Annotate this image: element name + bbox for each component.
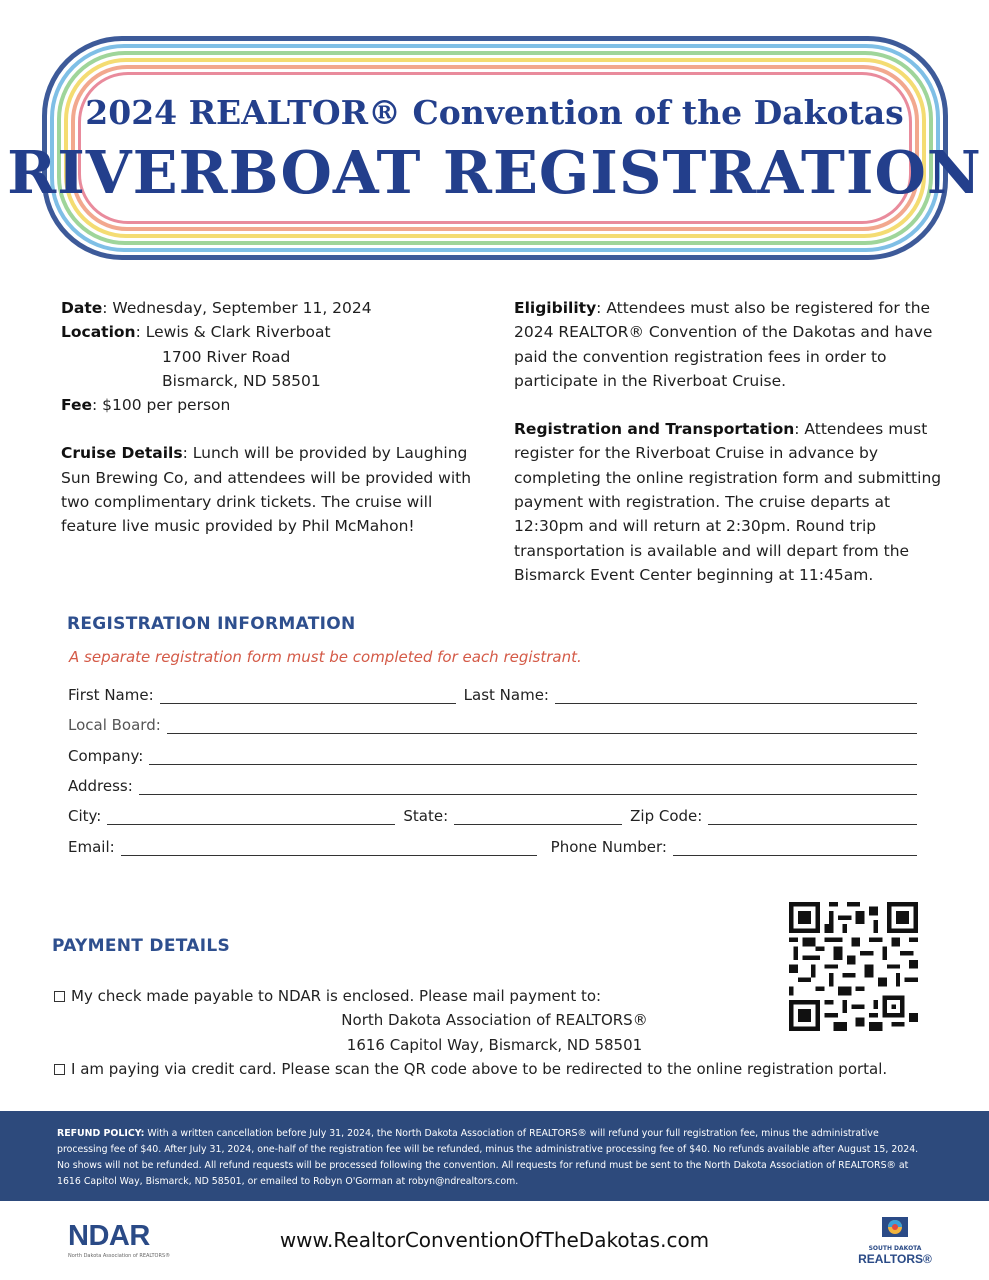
- city-label: City:: [68, 807, 102, 825]
- fee-line: Fee: $100 per person: [61, 396, 231, 415]
- page-title: RIVERBOAT REGISTRATION: [7, 138, 982, 207]
- phone-field[interactable]: [673, 840, 917, 856]
- refund-policy: [0, 1111, 989, 1201]
- card-option-label: I am paying via credit card. Please scan the QR code above to be redirected to the online registration portal.: [71, 1060, 888, 1078]
- sd-realtors-logo: SOUTH DAKOTA REALTORS®: [852, 1215, 938, 1266]
- check-option-label: My check made payable to NDAR is enclosed. Please mail payment to:: [71, 987, 602, 1005]
- city-field[interactable]: [107, 809, 395, 825]
- payment-heading: PAYMENT DETAILS: [52, 936, 231, 956]
- card-option-checkbox[interactable]: [54, 1064, 65, 1075]
- location-city: Bismarck, ND 58501: [162, 371, 321, 390]
- first-name-field[interactable]: [160, 688, 456, 704]
- email-phone-row: [68, 834, 917, 856]
- registration-transportation: Registration and Transportation: Attendees must register for the Riverboat Cruise in advance by completing the online registration form and submitting payment with registration. The cruise departs at 12:30pm and will return at 2:30pm. Round trip transportation is available and will depart from the Bismarck Event Center beginning at 11:45am.: [514, 420, 942, 584]
- eligibility: Eligibility: Attendees must also be registered for the 2024 REALTOR® Convention of the Dakotas and have paid the convention registration fees in order to participate in the Riverboat Cruise.: [514, 299, 933, 390]
- state-field[interactable]: [454, 809, 622, 825]
- name-row: [68, 682, 917, 704]
- mailing-address-line1: North Dakota Association of REALTORS®: [341, 1011, 648, 1029]
- mailing-address-line2: 1616 Capitol Way, Bismarck, ND 58501: [346, 1036, 643, 1054]
- company-row: [68, 743, 917, 765]
- state-label: State:: [403, 807, 449, 825]
- refund-label: REFUND POLICY:: [57, 1128, 145, 1139]
- event-details-left: [61, 296, 493, 563]
- location-line: Location: Lewis & Clark Riverboat: [61, 323, 331, 342]
- refund-text: With a written cancellation before July 31, 2024, the North Dakota Association of REALTORS® will refund your full registration fee, minus the administrative processing fee of $40. After July 31, 2024, one-half of the registration fee will be refunded, minus the administrative processing fee of $40. No refunds available after August 15, 2024. No shows will not be refunded. All refund requests will be processed following the convention. All requests for refund must be sent to the North Dakota Association of REALTORS® at 1616 Capitol Way, Bismarck, ND 58501, or emailed to Robyn O'Gorman at robyn@ndrealtors.com.: [57, 1128, 919, 1187]
- event-details-right: [514, 296, 954, 611]
- cruise-details: Cruise Details: Lunch will be provided by Laughing Sun Brewing Co, and attendees will be provided with two complimentary drink tickets. The cruise will feature live music provided by Phil McMahon!: [61, 444, 472, 536]
- address-row: [68, 773, 917, 795]
- local-board-label: Local Board:: [68, 716, 161, 734]
- company-field[interactable]: [149, 749, 917, 765]
- address-label: Address:: [68, 777, 133, 795]
- zip-field[interactable]: [708, 809, 917, 825]
- check-option: [54, 987, 601, 1005]
- website-link[interactable]: www.RealtorConventionOfTheDakotas.com: [279, 1228, 710, 1252]
- email-label: Email:: [68, 838, 115, 856]
- company-label: Company:: [68, 747, 144, 765]
- local-board-row: [68, 712, 917, 734]
- city-state-zip-row: [68, 803, 917, 825]
- last-name-field[interactable]: [555, 688, 917, 704]
- check-option-checkbox[interactable]: [54, 991, 65, 1002]
- ndar-logo: NDAR North Dakota Association of REALTORS®: [68, 1220, 171, 1259]
- registration-heading: REGISTRATION INFORMATION: [67, 614, 356, 634]
- registration-note: A separate registration form must be completed for each registrant.: [69, 648, 582, 666]
- location-street: 1700 River Road: [162, 347, 291, 366]
- convention-title: 2024 REALTOR® Convention of the Dakotas: [85, 93, 904, 132]
- email-field[interactable]: [121, 840, 537, 856]
- phone-label: Phone Number:: [550, 838, 667, 856]
- date-line: Date: Wednesday, September 11, 2024: [61, 299, 372, 317]
- last-name-label: Last Name:: [463, 686, 549, 704]
- sd-realtors-emblem-icon: [878, 1215, 912, 1241]
- first-name-label: First Name:: [68, 686, 154, 704]
- local-board-field[interactable]: [167, 718, 917, 734]
- card-option: [54, 1060, 887, 1078]
- address-field[interactable]: [139, 779, 917, 795]
- zip-label: Zip Code:: [630, 807, 703, 825]
